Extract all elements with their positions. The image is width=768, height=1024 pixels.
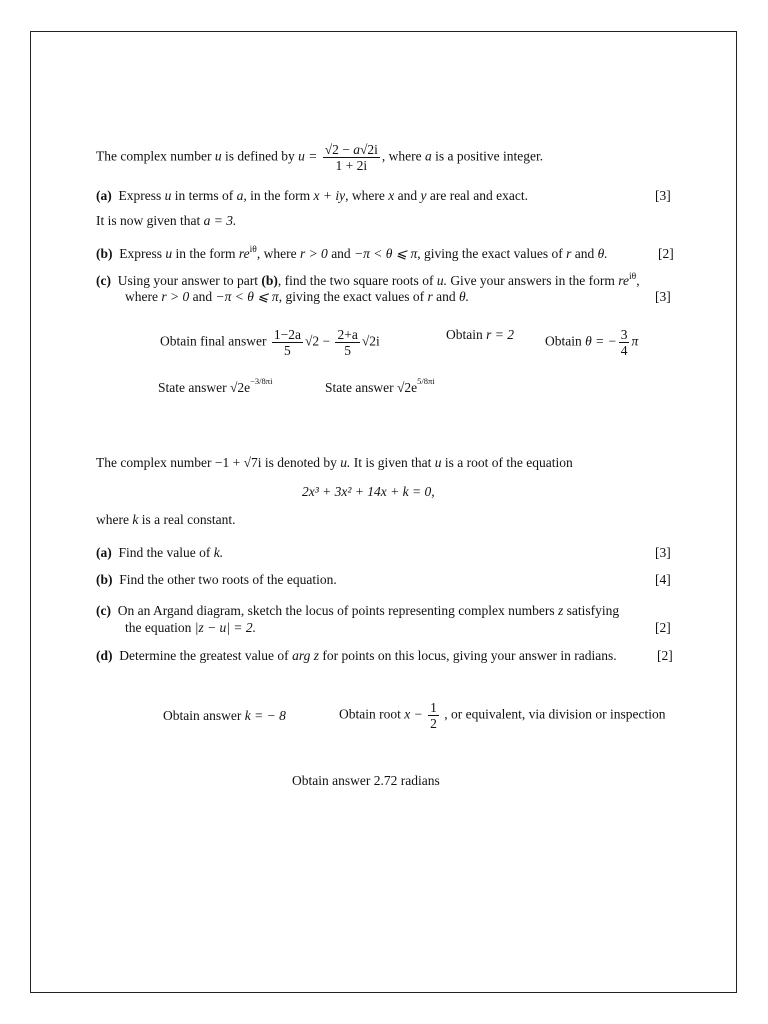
q1-part-a: (a) Express u in terms of a, in the form x + iy, where x and y are real and exact. (96, 188, 529, 203)
q1-answer-r: Obtain r = 2 (446, 327, 514, 342)
q1-part-c-line2: where r > 0 and −π < θ ⩽ π, giving the exact values of r and θ. (125, 289, 470, 304)
q2-where: where k is a real constant. (96, 512, 236, 527)
q2-intro: The complex number −1 + √7i is denoted by u. It is given that u is a root of the equation (96, 455, 573, 470)
marks: [4] (655, 572, 671, 587)
part-label: (a) (96, 188, 112, 203)
q2-part-d: (d) Determine the greatest value of arg z for points on this locus, giving your answer in radians. (96, 648, 617, 663)
part-label: (b) (96, 246, 113, 261)
part-label: (b) (96, 572, 113, 587)
u-fraction: $\frac{√2 - a√2i}{1 + 2i}$ (324, 142, 378, 173)
q2-part-c-line2: the equation |z − u| = 2. (125, 620, 257, 635)
part-label: (d) (96, 648, 113, 663)
q1-part-b: (b) Express u in the form $re^{i\theta}$, where r > 0 and −π < θ ⩽ π, giving the exact values of r and θ. (96, 245, 608, 261)
q2-equation: 2x³ + 3x² + 14x + k = 0, (302, 484, 435, 499)
q2-part-c-line1: (c) On an Argand diagram, sketch the locus of points representing complex numbers z satisfying (96, 603, 620, 618)
u-equals: u = (298, 148, 318, 164)
q1-state-answer-2: State answer $√2e^{5/8\pi i}$ (325, 376, 435, 395)
q1-answer-final: Obtain final answer $\frac{1-2a}{5}$ √2 − $\frac{2+a}{5}$ √2i (160, 327, 380, 358)
part-label: (c) (96, 273, 111, 288)
q2-answer-k: Obtain answer k = − 8 (163, 708, 286, 723)
marks: [2] (657, 648, 673, 663)
q1-intro: The complex number u is defined by u = $\frac{√2 - a√2i}{1 + 2i}$ , where a is a positive integer. (96, 142, 544, 173)
q1-given: It is now given that a = 3. (96, 213, 237, 228)
q1-answer-theta: Obtain θ = − $\frac{3}{4}$ π (545, 327, 639, 358)
var-u: u (214, 148, 222, 164)
q1-intro-pre: The complex number (96, 148, 212, 164)
q1-intro-mid: is defined by (224, 148, 295, 164)
marks: [3] (655, 188, 671, 203)
part-label: (c) (96, 603, 111, 618)
q2-answer-root: Obtain root x − $\frac{1}{2}$ , or equivalent, via division or inspection (339, 700, 666, 731)
part-label: (a) (96, 545, 112, 560)
q2-part-b: (b) Find the other two roots of the equation. (96, 572, 337, 587)
q2-answer-radians: Obtain answer 2.72 radians (292, 773, 440, 788)
q2-part-a: (a) Find the value of k. (96, 545, 224, 560)
marks: [2] (658, 246, 674, 261)
q1-state-answer-1: State answer $√2e^{-3/8\pi i}$ (158, 376, 273, 395)
marks: [3] (655, 289, 671, 304)
marks: [2] (655, 620, 671, 635)
marks: [3] (655, 545, 671, 560)
q1-part-c-line1: (c) Using your answer to part (b), find the two square roots of u. Give your answers in the form $re^{i\theta}$, (96, 272, 640, 288)
